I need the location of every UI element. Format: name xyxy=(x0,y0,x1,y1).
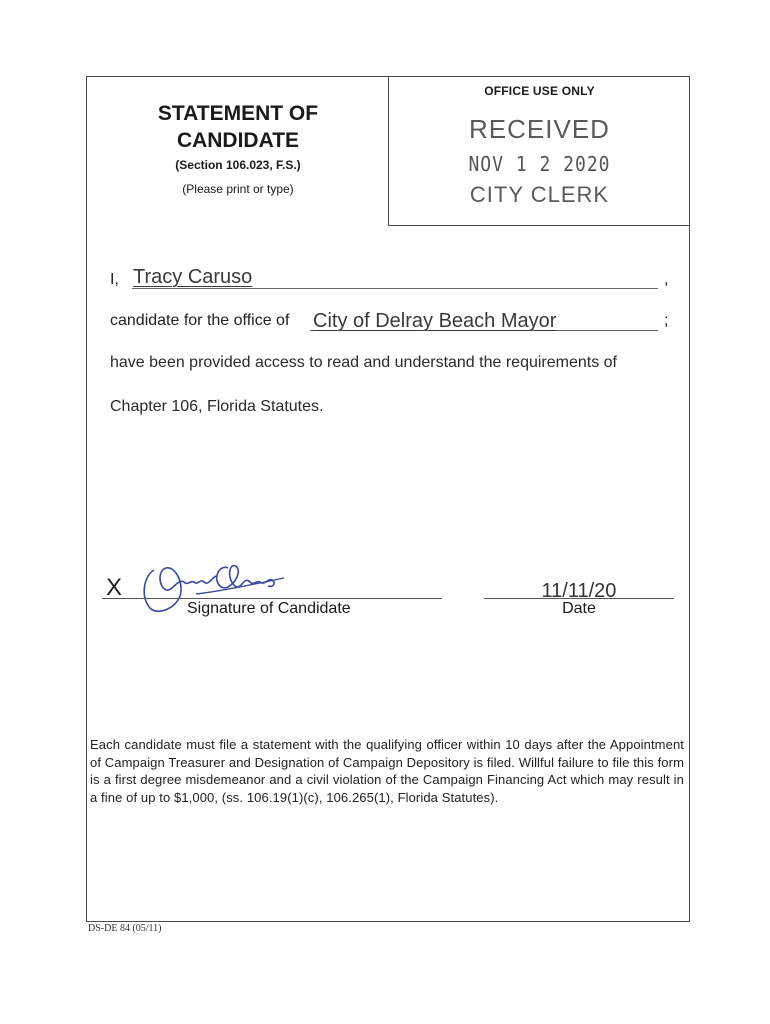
office-use-label: OFFICE USE ONLY xyxy=(484,84,595,98)
date-line xyxy=(484,598,674,599)
print-instruction: (Please print or type) xyxy=(182,182,294,196)
filing-notice: Each candidate must file a statement with the qualifying officer within 10 days after the Appointment of Campaign Treasurer and Designation of Campaign Depository is filed. Willful failure to file this form is a first degree misdemeanor and a civil violation of the Campaign Financing Act which may result in a fine of up to $1,000, (ss. 106.19(1)(c), 106.265(1), Florida Statutes). xyxy=(90,737,684,805)
date-field[interactable]: 11/11/20 xyxy=(541,580,617,602)
date-label: Date xyxy=(562,600,596,617)
name-comma: , xyxy=(664,271,669,288)
title-line-1: STATEMENT OF xyxy=(157,102,319,125)
i-label: I, xyxy=(110,271,119,288)
title-line-2: CANDIDATE xyxy=(176,129,300,152)
city-clerk-stamp: CITY CLERK xyxy=(469,182,610,207)
candidate-name-field[interactable]: Tracy Caruso xyxy=(133,266,253,288)
office-label: candidate for the office of xyxy=(110,312,290,329)
signature-label: Signature of Candidate xyxy=(187,600,351,617)
stamp-date: NOV 1 2 2020 xyxy=(468,152,611,177)
signature-line xyxy=(102,598,442,599)
received-stamp: RECEIVED xyxy=(469,114,610,144)
office-semicolon: ; xyxy=(664,312,669,329)
section-reference: (Section 106.023, F.S.) xyxy=(175,158,301,172)
office-sought-field[interactable]: City of Delray Beach Mayor xyxy=(313,310,557,332)
office-use-box xyxy=(388,76,690,226)
form-title xyxy=(128,100,348,154)
statement-line-4: Chapter 106, Florida Statutes. xyxy=(110,398,324,415)
form-code: DS-DE 84 (05/11) xyxy=(88,923,162,934)
signature-x-mark: X xyxy=(106,574,123,601)
statement-line-3: have been provided access to read and understand the requirements of xyxy=(110,354,617,371)
